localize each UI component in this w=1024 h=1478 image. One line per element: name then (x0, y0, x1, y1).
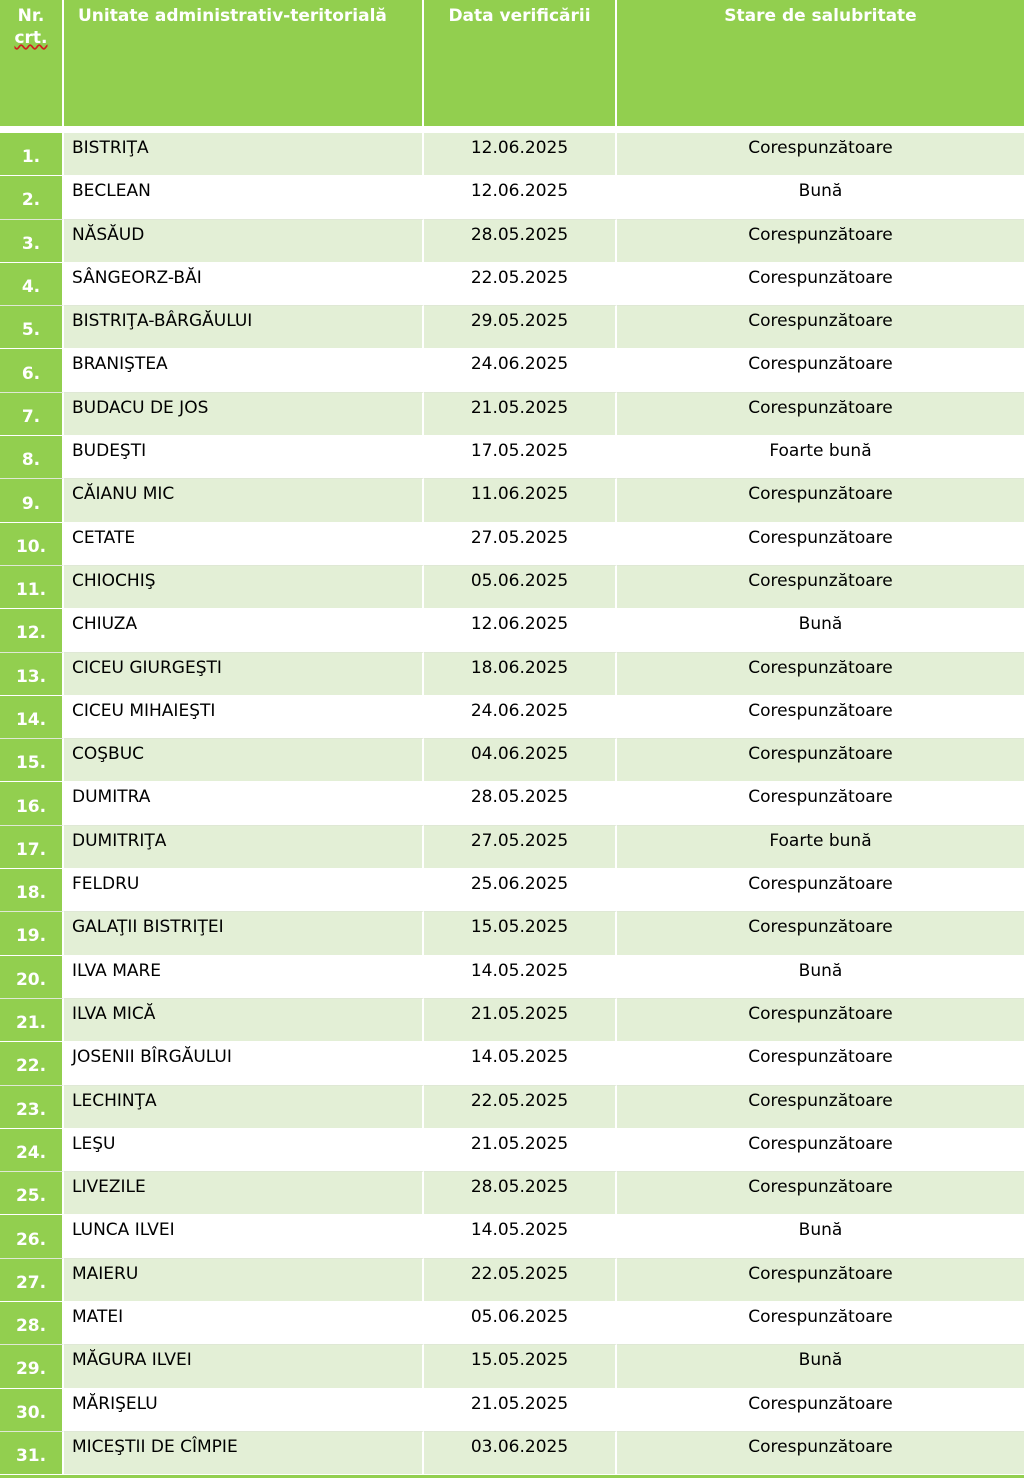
verification-date: 15.05.2025 (424, 1345, 617, 1388)
verification-date: 28.05.2025 (424, 220, 617, 263)
row-number: 25. (0, 1172, 64, 1215)
unit-name: LEŞU (64, 1129, 424, 1172)
verification-date: 25.06.2025 (424, 869, 617, 912)
table-row (0, 609, 1024, 652)
row-number: 18. (0, 869, 64, 912)
table-row (0, 1215, 1024, 1258)
salubrity-status: Corespunzătoare (617, 1086, 1024, 1129)
table-row (0, 1345, 1024, 1388)
verification-date: 14.05.2025 (424, 1042, 617, 1085)
row-number: 2. (0, 176, 64, 219)
row-number: 6. (0, 349, 64, 392)
salubrity-status: Corespunzătoare (617, 393, 1024, 436)
row-number: 9. (0, 479, 64, 522)
row-number: 24. (0, 1129, 64, 1172)
verification-date: 27.05.2025 (424, 826, 617, 869)
row-number: 8. (0, 436, 64, 479)
salubrity-status: Corespunzătoare (617, 653, 1024, 696)
salubrity-status: Bună (617, 1215, 1024, 1258)
row-number: 12. (0, 609, 64, 652)
unit-name: LUNCA ILVEI (64, 1215, 424, 1258)
salubrity-status: Bună (617, 609, 1024, 652)
verification-date: 22.05.2025 (424, 1259, 617, 1302)
unit-name: MĂRIŞELU (64, 1389, 424, 1432)
unit-name: LECHINŢA (64, 1086, 424, 1129)
row-number: 7. (0, 393, 64, 436)
salubrity-status: Corespunzătoare (617, 739, 1024, 782)
verification-date: 14.05.2025 (424, 1215, 617, 1258)
unit-name: CETATE (64, 523, 424, 566)
salubrity-status: Bună (617, 176, 1024, 219)
salubrity-status: Corespunzătoare (617, 696, 1024, 739)
salubrity-status: Corespunzătoare (617, 1302, 1024, 1345)
row-number: 27. (0, 1259, 64, 1302)
table-row (0, 869, 1024, 912)
table-row (0, 176, 1024, 219)
row-number: 29. (0, 1345, 64, 1388)
row-number: 30. (0, 1389, 64, 1432)
salubrity-status: Corespunzătoare (617, 306, 1024, 349)
row-number: 16. (0, 782, 64, 825)
unit-name: ILVA MARE (64, 956, 424, 999)
row-number: 31. (0, 1432, 64, 1475)
unit-name: FELDRU (64, 869, 424, 912)
row-number: 11. (0, 566, 64, 609)
unit-name: CHIUZA (64, 609, 424, 652)
table-body (0, 133, 1024, 1475)
salubrity-status: Corespunzătoare (617, 349, 1024, 392)
row-number: 19. (0, 912, 64, 955)
verification-date: 17.05.2025 (424, 436, 617, 479)
row-number: 28. (0, 1302, 64, 1345)
row-number: 15. (0, 739, 64, 782)
verification-date: 14.05.2025 (424, 956, 617, 999)
verification-date: 21.05.2025 (424, 1129, 617, 1172)
verification-date: 15.05.2025 (424, 912, 617, 955)
verification-date: 11.06.2025 (424, 479, 617, 522)
unit-name: MATEI (64, 1302, 424, 1345)
table-row (0, 566, 1024, 609)
unit-name: GALAŢII BISTRIŢEI (64, 912, 424, 955)
row-number: 23. (0, 1086, 64, 1129)
row-number: 21. (0, 999, 64, 1042)
verification-date: 22.05.2025 (424, 1086, 617, 1129)
table-row (0, 1432, 1024, 1475)
verification-date: 05.06.2025 (424, 566, 617, 609)
header-nr (0, 0, 64, 126)
table-row (0, 696, 1024, 739)
salubrity-status: Corespunzătoare (617, 479, 1024, 522)
row-number: 26. (0, 1215, 64, 1258)
unit-name: MĂGURA ILVEI (64, 1345, 424, 1388)
row-number: 20. (0, 956, 64, 999)
table-row (0, 1086, 1024, 1129)
unit-name: CĂIANU MIC (64, 479, 424, 522)
table-row (0, 306, 1024, 349)
verification-date: 21.05.2025 (424, 393, 617, 436)
salubrity-status: Corespunzătoare (617, 1389, 1024, 1432)
unit-name: COŞBUC (64, 739, 424, 782)
verification-date: 24.06.2025 (424, 696, 617, 739)
table-row (0, 1302, 1024, 1345)
row-number: 13. (0, 653, 64, 696)
unit-name: MAIERU (64, 1259, 424, 1302)
table-row (0, 263, 1024, 306)
salubrity-status: Corespunzătoare (617, 566, 1024, 609)
table-row (0, 436, 1024, 479)
table-row (0, 999, 1024, 1042)
salubrity-status: Bună (617, 1345, 1024, 1388)
salubrity-status: Foarte bună (617, 436, 1024, 479)
table-row (0, 1389, 1024, 1432)
verification-date: 12.06.2025 (424, 133, 617, 176)
unit-name: LIVEZILE (64, 1172, 424, 1215)
table-row (0, 349, 1024, 392)
table-row (0, 956, 1024, 999)
verification-date: 28.05.2025 (424, 1172, 617, 1215)
unit-name: JOSENII BÎRGĂULUI (64, 1042, 424, 1085)
salubrity-status: Corespunzătoare (617, 523, 1024, 566)
row-number: 3. (0, 220, 64, 263)
row-number: 1. (0, 133, 64, 176)
unit-name: BRANIŞTEA (64, 349, 424, 392)
table-row (0, 912, 1024, 955)
salubrity-status: Corespunzătoare (617, 1172, 1024, 1215)
salubrity-status: Corespunzătoare (617, 1042, 1024, 1085)
unit-name: BECLEAN (64, 176, 424, 219)
table-row (0, 782, 1024, 825)
verification-date: 04.06.2025 (424, 739, 617, 782)
salubrity-status: Corespunzătoare (617, 912, 1024, 955)
salubrity-status: Corespunzătoare (617, 133, 1024, 176)
header-status: Stare de salubritate (617, 0, 1024, 126)
row-number: 14. (0, 696, 64, 739)
verification-date: 28.05.2025 (424, 782, 617, 825)
unit-name: DUMITRIŢA (64, 826, 424, 869)
unit-name: NĂSĂUD (64, 220, 424, 263)
table-row (0, 653, 1024, 696)
unit-name: BUDACU DE JOS (64, 393, 424, 436)
salubrity-status: Corespunzătoare (617, 782, 1024, 825)
row-number: 17. (0, 826, 64, 869)
verification-date: 29.05.2025 (424, 306, 617, 349)
verification-date: 12.06.2025 (424, 176, 617, 219)
unit-name: BUDEŞTI (64, 436, 424, 479)
table-row (0, 739, 1024, 782)
unit-name: MICEŞTII DE CÎMPIE (64, 1432, 424, 1475)
table-row (0, 1129, 1024, 1172)
salubrity-status: Corespunzătoare (617, 1259, 1024, 1302)
salubrity-status: Corespunzătoare (617, 869, 1024, 912)
row-number: 10. (0, 523, 64, 566)
unit-name: CICEU GIURGEŞTI (64, 653, 424, 696)
header-unit: Unitate administrativ-teritorială (64, 0, 424, 126)
verification-date: 24.06.2025 (424, 349, 617, 392)
unit-name: DUMITRA (64, 782, 424, 825)
table-row (0, 393, 1024, 436)
table-row (0, 1259, 1024, 1302)
unit-name: BISTRIŢA (64, 133, 424, 176)
table-row (0, 1172, 1024, 1215)
salubrity-status: Corespunzătoare (617, 263, 1024, 306)
unit-name: SÂNGEORZ-BĂI (64, 263, 424, 306)
verification-date: 21.05.2025 (424, 999, 617, 1042)
verification-date: 03.06.2025 (424, 1432, 617, 1475)
table-row (0, 1042, 1024, 1085)
table-row (0, 479, 1024, 522)
header-nr-line2: crt. (14, 28, 48, 48)
table-row (0, 826, 1024, 869)
salubrity-status: Corespunzătoare (617, 1129, 1024, 1172)
salubrity-status: Corespunzătoare (617, 999, 1024, 1042)
salubrity-status: Corespunzătoare (617, 220, 1024, 263)
salubrity-status: Corespunzătoare (617, 1432, 1024, 1475)
row-number: 5. (0, 306, 64, 349)
unit-name: CICEU MIHAIEŞTI (64, 696, 424, 739)
verification-date: 12.06.2025 (424, 609, 617, 652)
verification-date: 22.05.2025 (424, 263, 617, 306)
verification-date: 21.05.2025 (424, 1389, 617, 1432)
table-row (0, 220, 1024, 263)
header-nr-line1: Nr. (17, 6, 45, 26)
unit-name: ILVA MICĂ (64, 999, 424, 1042)
unit-name: BISTRIŢA-BÂRGĂULUI (64, 306, 424, 349)
verification-date: 27.05.2025 (424, 523, 617, 566)
verification-date: 05.06.2025 (424, 1302, 617, 1345)
table-row (0, 133, 1024, 176)
table-row (0, 523, 1024, 566)
row-number: 22. (0, 1042, 64, 1085)
salubrity-status: Bună (617, 956, 1024, 999)
verification-date: 18.06.2025 (424, 653, 617, 696)
unit-name: CHIOCHIŞ (64, 566, 424, 609)
salubrity-status: Foarte bună (617, 826, 1024, 869)
header-date: Data verificării (424, 0, 617, 126)
row-number: 4. (0, 263, 64, 306)
table-header (0, 0, 1024, 133)
